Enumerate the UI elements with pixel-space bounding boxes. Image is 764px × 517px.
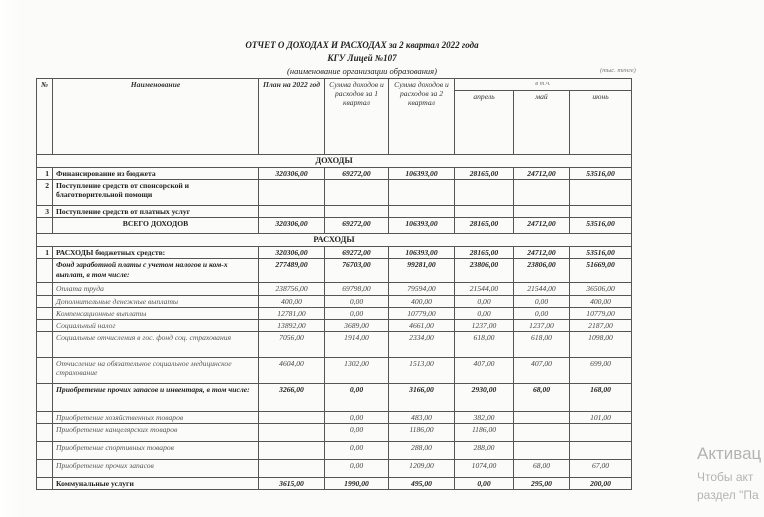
value-cell-jun: 10779,00 [570, 307, 632, 319]
value-cell-q1: 69798,00 [325, 283, 389, 295]
value-cell-q1: 69272,00 [325, 218, 389, 234]
value-cell-apr [455, 180, 514, 206]
value-cell-apr [455, 206, 514, 218]
value-cell-q2: 10779,00 [389, 307, 455, 319]
row-number-cell [37, 442, 53, 460]
value-cell-jun: 36506,00 [570, 283, 632, 295]
value-cell-may: 68,00 [514, 383, 570, 411]
table-row [37, 180, 632, 206]
table-row [37, 283, 632, 295]
row-name-cell: Социальный налог [53, 319, 259, 331]
table-row [37, 295, 632, 307]
value-cell-may: 0,00 [514, 307, 570, 319]
value-cell-q1: 69272,00 [325, 168, 389, 180]
value-cell-may: 24712,00 [514, 218, 570, 234]
value-cell-plan: 400,00 [259, 295, 325, 307]
table-row [37, 319, 632, 331]
value-cell-q2: 106393,00 [389, 218, 455, 234]
value-cell-plan: 3615,00 [259, 478, 325, 490]
value-cell-may: 407,00 [514, 357, 570, 383]
organization-caption: (наименование организации образования) [287, 66, 437, 76]
value-cell-jun: 400,00 [570, 295, 632, 307]
col-no-header: № [37, 79, 53, 155]
value-cell-q2: 4661,00 [389, 319, 455, 331]
value-cell-jun: 67,00 [570, 460, 632, 478]
value-cell-q2: 106393,00 [389, 168, 455, 180]
value-cell-apr: 1237,00 [455, 319, 514, 331]
scan-edge [0, 0, 20, 517]
row-name-cell: Оплата труда [53, 283, 259, 295]
row-name-cell: Приобретение хозяйственных товаров [53, 411, 259, 423]
value-cell-jun [570, 424, 632, 442]
value-cell-q2: 3166,00 [389, 383, 455, 411]
value-cell-plan [259, 411, 325, 423]
value-cell-plan [259, 442, 325, 460]
value-cell-apr: 288,00 [455, 442, 514, 460]
value-cell-jun [570, 442, 632, 460]
value-cell-q1: 0,00 [325, 411, 389, 423]
value-cell-q2: 495,00 [389, 478, 455, 490]
value-cell-plan [259, 180, 325, 206]
value-cell-q2: 1186,00 [389, 424, 455, 442]
row-number-cell [37, 411, 53, 423]
value-cell-apr: 23806,00 [455, 259, 514, 283]
row-number-cell [37, 319, 53, 331]
table-row [37, 383, 632, 411]
table-row [37, 247, 632, 259]
row-number-cell [37, 307, 53, 319]
table-row [37, 460, 632, 478]
section-expenses-row [37, 234, 632, 247]
value-cell-q2 [389, 180, 455, 206]
value-cell-plan [259, 424, 325, 442]
value-cell-plan: 320306,00 [259, 168, 325, 180]
value-cell-may: 295,00 [514, 478, 570, 490]
value-cell-q1 [325, 206, 389, 218]
row-name-cell: РАСХОДЫ бюджетных средств: [53, 247, 259, 259]
value-cell-plan [259, 206, 325, 218]
table-row [37, 357, 632, 383]
value-cell-q2: 99281,00 [389, 259, 455, 283]
row-number-cell [37, 424, 53, 442]
activation-watermark-line3: раздел "Па [697, 488, 759, 502]
value-cell-apr: 1074,00 [455, 460, 514, 478]
value-cell-q1: 76703,00 [325, 259, 389, 283]
value-cell-q1: 1914,00 [325, 331, 389, 357]
table-row [37, 411, 632, 423]
row-name-cell: Приобретение спортивных товаров [53, 442, 259, 460]
value-cell-q2 [389, 206, 455, 218]
activation-watermark-line2: Чтобы акт [697, 470, 754, 484]
value-cell-q1: 1990,00 [325, 478, 389, 490]
value-cell-q1: 0,00 [325, 295, 389, 307]
value-cell-q1 [325, 180, 389, 206]
row-number-cell [37, 295, 53, 307]
value-cell-q2: 1209,00 [389, 460, 455, 478]
value-cell-may [514, 180, 570, 206]
value-cell-apr: 28165,00 [455, 168, 514, 180]
value-cell-apr: 28165,00 [455, 218, 514, 234]
section-expenses-label: РАСХОДЫ [37, 234, 632, 247]
row-name-cell: Приобретение прочих запасов [53, 460, 259, 478]
value-cell-q1: 0,00 [325, 383, 389, 411]
row-name-cell: Коммунальные услуги [53, 478, 259, 490]
value-cell-apr: 407,00 [455, 357, 514, 383]
header-row [37, 79, 632, 91]
value-cell-q2: 106393,00 [389, 247, 455, 259]
value-cell-q1: 3689,00 [325, 319, 389, 331]
value-cell-q1: 0,00 [325, 307, 389, 319]
value-cell-jun: 699,00 [570, 357, 632, 383]
row-number-cell: 2 [37, 180, 53, 206]
value-cell-plan: 320306,00 [259, 247, 325, 259]
col-plan-header: План на 2022 год [259, 79, 325, 155]
table-row [37, 442, 632, 460]
value-cell-q2: 483,00 [389, 411, 455, 423]
value-cell-plan: 238756,00 [259, 283, 325, 295]
value-cell-jun: 168,00 [570, 383, 632, 411]
value-cell-q1: 69272,00 [325, 247, 389, 259]
row-name-cell: Дополнительные денежные выплаты [53, 295, 259, 307]
col-q1-header: Сумма доходов и расходов за 1 квартал [325, 79, 389, 155]
row-number-cell [37, 357, 53, 383]
row-name-cell: Приобретение канцелярских товаров [53, 424, 259, 442]
table-row [37, 478, 632, 490]
table-row [37, 424, 632, 442]
value-cell-apr: 0,00 [455, 478, 514, 490]
col-apr-header: апрель [455, 91, 514, 155]
value-cell-apr: 21544,00 [455, 283, 514, 295]
value-cell-apr: 1186,00 [455, 424, 514, 442]
value-cell-q2: 79594,00 [389, 283, 455, 295]
value-cell-q1: 1302,00 [325, 357, 389, 383]
value-cell-jun: 53516,00 [570, 168, 632, 180]
organization-name: КГУ Лицей №107 [327, 53, 397, 63]
section-income-row [37, 155, 632, 168]
value-cell-apr: 0,00 [455, 307, 514, 319]
activation-watermark-title: Активац [697, 444, 762, 463]
row-number-cell [37, 478, 53, 490]
row-number-cell [37, 259, 53, 283]
units-note: (тыс. тенге) [600, 67, 636, 74]
value-cell-may: 24712,00 [514, 168, 570, 180]
table-row [37, 307, 632, 319]
value-cell-may [514, 206, 570, 218]
table-row [37, 259, 632, 283]
value-cell-jun: 2187,00 [570, 319, 632, 331]
row-number-cell [37, 460, 53, 478]
table-row [37, 218, 632, 234]
table-row [37, 206, 632, 218]
value-cell-plan: 320306,00 [259, 218, 325, 234]
col-jun-header: июнь [570, 91, 632, 155]
value-cell-q2: 288,00 [389, 442, 455, 460]
value-cell-may: 21544,00 [514, 283, 570, 295]
value-cell-apr: 382,00 [455, 411, 514, 423]
value-cell-q1: 0,00 [325, 442, 389, 460]
report-title: ОТЧЕТ О ДОХОДАХ И РАСХОДАХ за 2 квартал 2022 года [245, 40, 479, 50]
row-number-cell [37, 218, 53, 234]
value-cell-jun: 53516,00 [570, 218, 632, 234]
value-cell-apr: 0,00 [455, 295, 514, 307]
value-cell-q2: 1513,00 [389, 357, 455, 383]
table-row [37, 331, 632, 357]
row-name-cell: Отчисление на обязательное социальное медицинское страхование [53, 357, 259, 383]
value-cell-q1: 0,00 [325, 424, 389, 442]
row-name-cell: Фонд заработной платы с учетом налогов и ком-х выплат, в том числе: [53, 259, 259, 283]
col-name-header: Наименование [53, 79, 259, 155]
value-cell-may: 68,00 [514, 460, 570, 478]
section-income-label: ДОХОДЫ [37, 155, 632, 168]
value-cell-may [514, 411, 570, 423]
value-cell-jun: 53516,00 [570, 247, 632, 259]
value-cell-jun [570, 180, 632, 206]
value-cell-q2: 400,00 [389, 295, 455, 307]
report-table [36, 78, 632, 490]
value-cell-jun [570, 206, 632, 218]
row-number-cell [37, 383, 53, 411]
row-number-cell [37, 331, 53, 357]
value-cell-apr: 2930,00 [455, 383, 514, 411]
value-cell-jun: 1098,00 [570, 331, 632, 357]
row-name-cell: Поступление средств от платных услуг [53, 206, 259, 218]
col-q2-header: Сумма доходов и расходов за 2 квартал [389, 79, 455, 155]
value-cell-plan: 4604,00 [259, 357, 325, 383]
row-name-cell: Приобретение прочих запасов и инвентаря, в том числе: [53, 383, 259, 411]
value-cell-jun: 101,00 [570, 411, 632, 423]
value-cell-apr: 618,00 [455, 331, 514, 357]
value-cell-apr: 28165,00 [455, 247, 514, 259]
row-name-cell: ВСЕГО ДОХОДОВ [53, 218, 259, 234]
row-number-cell [37, 283, 53, 295]
value-cell-may [514, 424, 570, 442]
col-months-group-header: в т.ч. [455, 79, 632, 91]
row-name-cell: Социальные отчисления в гос. фонд соц. страхования [53, 331, 259, 357]
value-cell-plan: 3266,00 [259, 383, 325, 411]
value-cell-q2: 2334,00 [389, 331, 455, 357]
row-name-cell: Финансирование из бюджета [53, 168, 259, 180]
row-number-cell: 1 [37, 247, 53, 259]
table-row [37, 168, 632, 180]
row-name-cell: Компенсационные выплаты [53, 307, 259, 319]
value-cell-may: 1237,00 [514, 319, 570, 331]
value-cell-plan: 12781,00 [259, 307, 325, 319]
value-cell-plan: 13892,00 [259, 319, 325, 331]
value-cell-jun: 51669,00 [570, 259, 632, 283]
col-may-header: май [514, 91, 570, 155]
value-cell-plan: 277489,00 [259, 259, 325, 283]
row-number-cell: 1 [37, 168, 53, 180]
value-cell-may: 618,00 [514, 331, 570, 357]
value-cell-plan: 7056,00 [259, 331, 325, 357]
value-cell-plan [259, 460, 325, 478]
row-name-cell: Поступление средств от спонсорской и благотворительной помощи [53, 180, 259, 206]
value-cell-may: 24712,00 [514, 247, 570, 259]
value-cell-jun: 200,00 [570, 478, 632, 490]
row-number-cell: 3 [37, 206, 53, 218]
value-cell-may [514, 442, 570, 460]
value-cell-may: 0,00 [514, 295, 570, 307]
value-cell-q1: 0,00 [325, 460, 389, 478]
value-cell-may: 23806,00 [514, 259, 570, 283]
